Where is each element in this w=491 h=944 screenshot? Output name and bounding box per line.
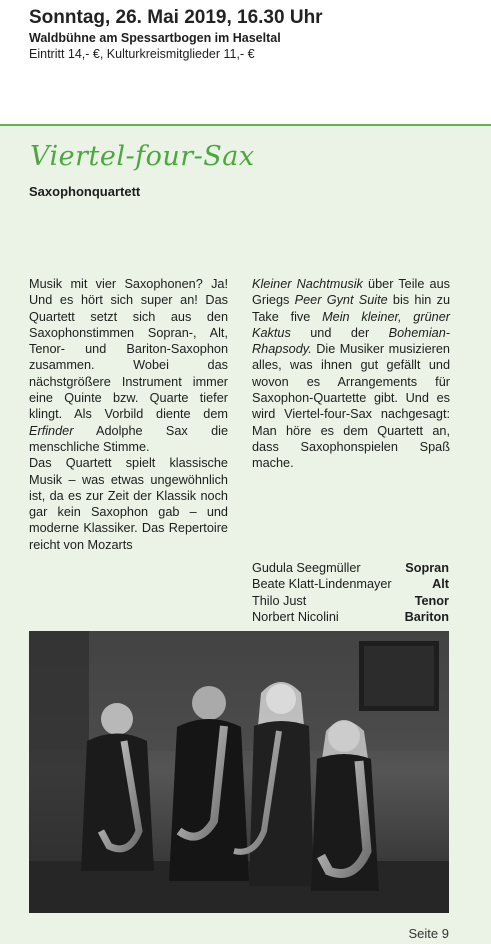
emphasis-title: Peer Gynt Suite <box>294 293 388 308</box>
member-row <box>252 609 449 625</box>
emphasis-erfinder: Erfinder <box>29 423 74 438</box>
description-column-1 <box>29 276 228 553</box>
emphasis-title: Bohemian- Rhapsody. <box>252 325 450 357</box>
admission-price: Eintritt 14,- €, Kulturkreismitglieder 11,- € <box>29 47 255 61</box>
member-name: Gudula Seegmüller <box>252 561 361 575</box>
member-row <box>252 576 449 592</box>
emphasis-title: Kleiner Nachtmusik <box>252 277 363 291</box>
member-role: Alt <box>432 577 449 592</box>
emphasis-title: Mein kleiner, grüner Kaktus <box>252 309 450 340</box>
member-list <box>252 560 449 625</box>
band-photo <box>29 631 449 913</box>
member-name: Thilo Just <box>252 593 307 608</box>
band-title: Viertel-four-Sax <box>30 141 255 172</box>
paragraph-intro: Musik mit vier Saxophonen? Ja! Und es hört sich super an! Das Quartett setzt sich aus den Saxophonstimmen Sopran-, Alt, Tenor- und Bariton-Saxophon zusammen. Wobei das nächstgrößere Instrument immer eine Quinte bzw. Quarte tiefer klingt. Als Vorbild diente dem Erfinder Adolphe Sax die menschliche Stimme. <box>29 277 228 454</box>
event-header <box>0 0 491 124</box>
page-number: Seite 9 <box>408 926 449 941</box>
member-row <box>252 593 449 609</box>
event-venue: Waldbühne am Spessartbogen im Haseltal <box>29 31 281 45</box>
paragraph-repertoire-continued: Kleiner Nachtmusik über Teile aus Griegs Peer Gynt Suite bis hin zu Take five Mein kleiner, grüner Kaktus und der Bohemian- Rhapsody. Die Musiker musizieren alles, was ihnen gut gefällt und wovon es Arrangements für Saxophon-Quartette gibt. Und es wird Viertel-four-Sax nachgesagt: Man höre es dem Quartett an, dass Saxophonspielen Spaß mache. <box>252 277 450 471</box>
member-role: Sopran <box>405 561 449 575</box>
member-name: Beate Klatt-Lindenmayer <box>252 577 392 592</box>
member-role: Tenor <box>414 593 449 608</box>
band-subtitle: Saxophonquartett <box>29 184 141 199</box>
member-role: Bariton <box>404 609 449 624</box>
event-date-time: Sonntag, 26. Mai 2019, 16.30 Uhr <box>29 7 323 28</box>
member-name: Norbert Nicolini <box>252 609 339 624</box>
paragraph-repertoire: Das Quartett spielt klassische Musik – was etwas ungewöhnlich ist, da es zur Zeit der Klassik noch gar kein Saxophon gab – und moderne Klassiker. Das Repertoire reicht von Mozarts <box>29 456 228 552</box>
member-row <box>252 560 449 576</box>
description-column-2 <box>252 276 450 472</box>
